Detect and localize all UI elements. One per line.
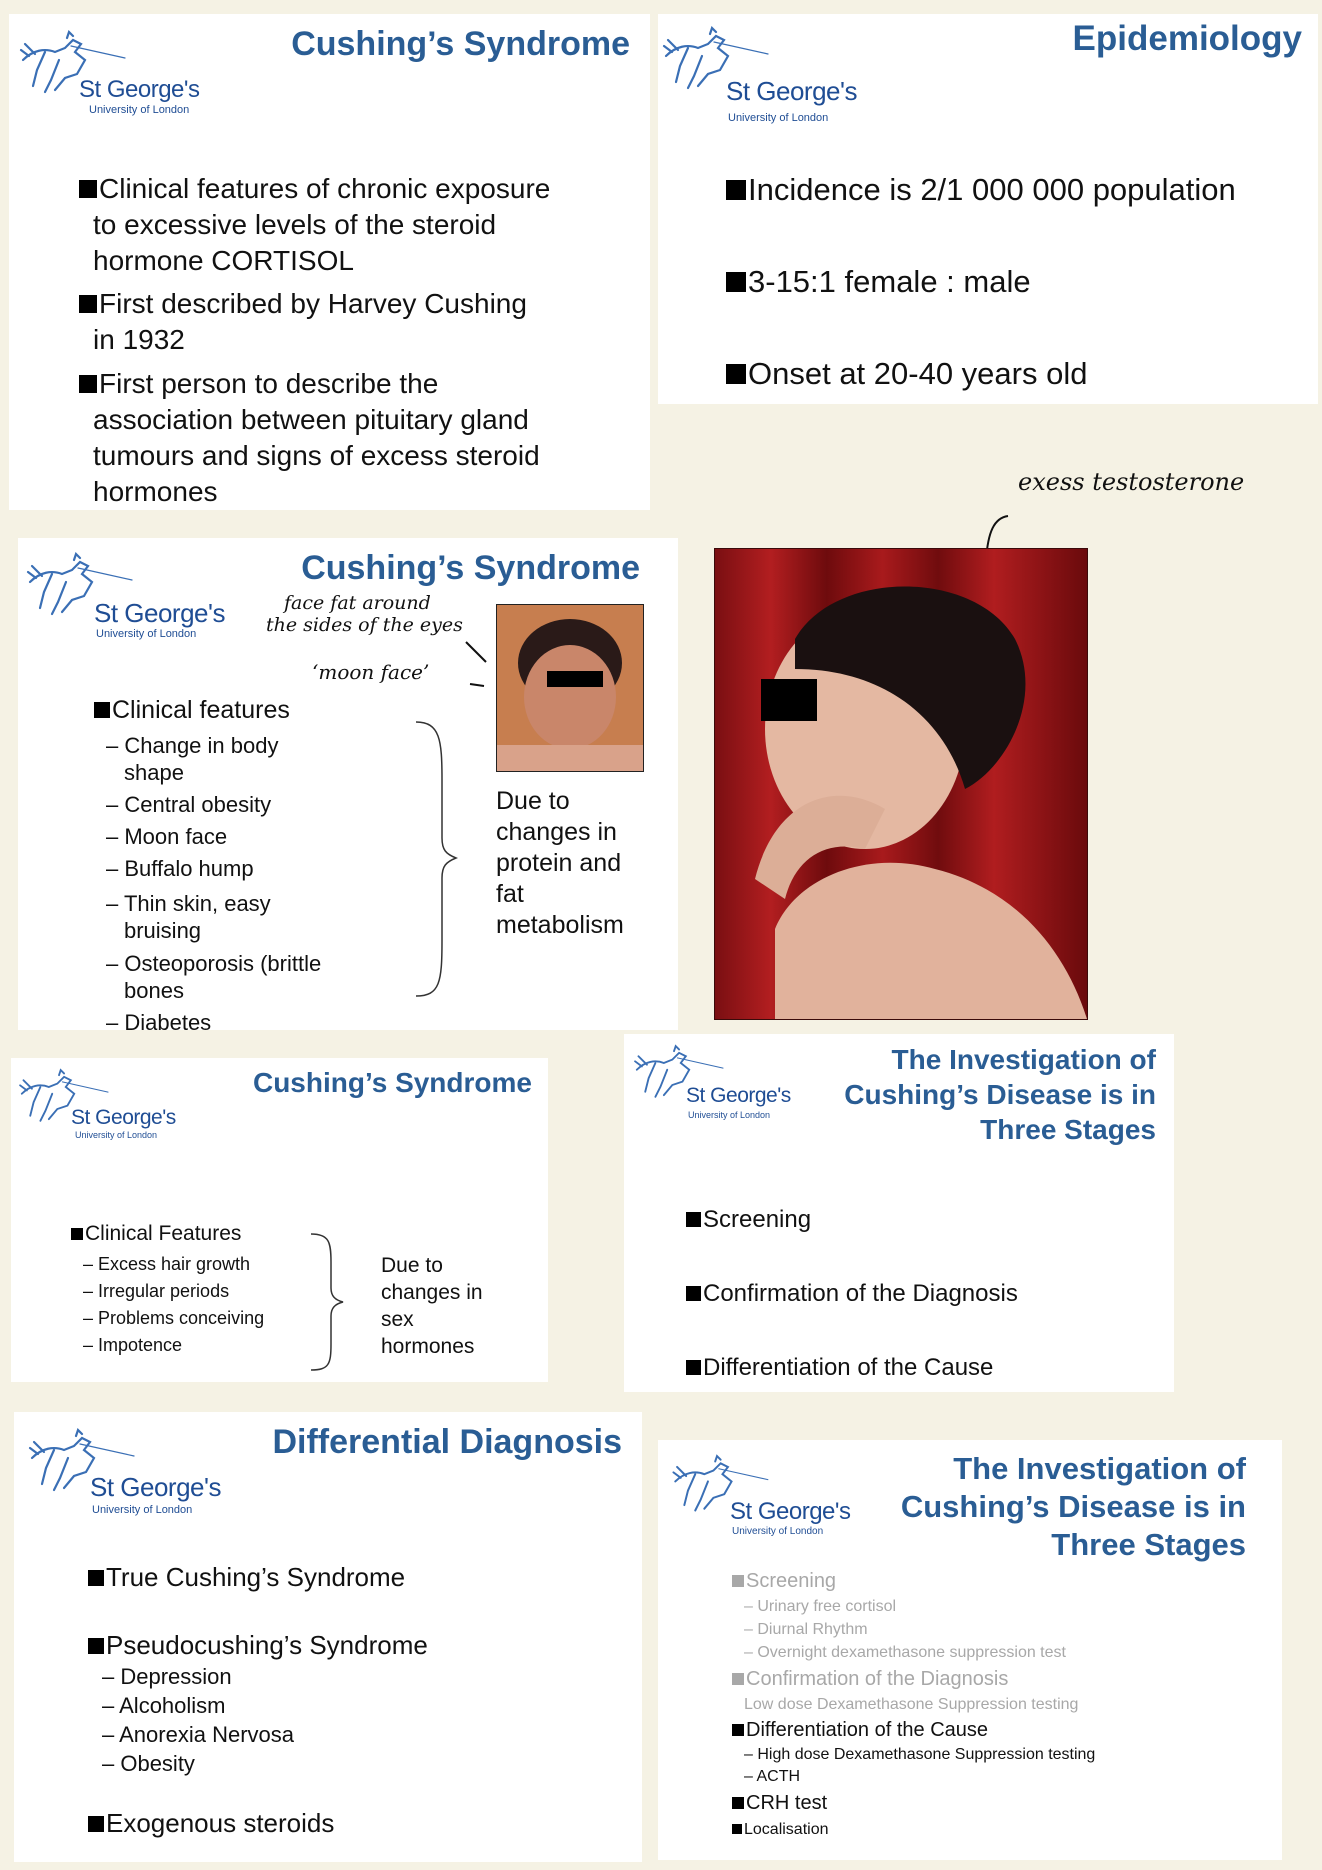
bullet-3: Onset at 20-40 years old [726,356,1087,392]
feature-item: – Central obesity [106,792,272,817]
screening-item: – Diurnal Rhythm [744,1621,868,1638]
logo-name: St George's [686,1084,791,1107]
slide-epidemiology [658,14,1318,404]
bullet-square-icon [732,1797,744,1809]
bullet-1: Incidence is 2/1 000 000 population [726,172,1236,208]
slide-title: The Investigation of Cushing’s Disease is in Three Stages [900,1451,1246,1562]
curly-brace [410,720,458,1000]
logo-subtitle: University of London [96,628,197,640]
slide-title: The Investigation of Cushing’s Disease is in Three Stages [844,1044,1156,1145]
bullet-localisation: Localisation [732,1821,829,1839]
bullet-square-icon [726,364,746,384]
logo-name: St George's [90,1472,221,1502]
clinical-features-heading: Clinical features [94,696,290,725]
handwritten-note-testosterone: exess testosterone [1018,468,1245,496]
slide-differential-diagnosis [14,1412,642,1862]
bullet-3: Differentiation of the Cause [686,1354,993,1382]
bullet-exogenous-steroids: Exogenous steroids [88,1808,334,1839]
logo-subtitle: University of London [92,1504,193,1516]
bullet-3: First person to describe the association between pituitary gland tumours and signs of excess steroid hormones [79,366,540,510]
confirmation-item: Low dose Dexamethasone Suppression testing [744,1696,1079,1713]
pseudocushing-item: – Anorexia Nervosa [102,1722,294,1747]
bullet-square-icon [88,1638,104,1654]
bullet-square-icon [94,702,110,718]
st-georges-logo [24,1428,221,1516]
logo-name: St George's [79,76,200,103]
feature-item: – Change in body shape [106,733,279,785]
screening-item: – Overnight dexamethasone suppression test [744,1644,1066,1661]
logo-name: St George's [730,1498,851,1525]
bullet-square-icon [732,1724,744,1736]
patient-side-photo [714,548,1088,1020]
slide-cushings-syndrome-1 [9,14,650,510]
pseudocushing-item: – Depression [102,1664,232,1689]
logo-subtitle: University of London [75,1130,158,1140]
bullet-square-icon [71,1228,83,1240]
bullet-square-icon [88,1816,104,1832]
st-georges-logo [630,1044,791,1120]
bullet-square-icon [686,1212,701,1227]
st-georges-logo [658,26,857,124]
slide-investigation-stages-2 [658,1440,1282,1860]
screening-item: – Urinary free cortisol [744,1598,897,1615]
handwritten-note-face-fat: face fat around the sides of the eyes [266,592,463,636]
feature-item: – Osteoporosis (brittle bones [106,951,322,1003]
pseudocushing-item: – Alcoholism [102,1693,226,1718]
bullet-differentiation: Differentiation of the Cause [732,1719,988,1742]
differentiation-item: – High dose Dexamethasone Suppression testing [744,1746,1096,1763]
pseudocushing-item: – Obesity [102,1751,195,1776]
slide-cushings-syndrome-3 [11,1058,548,1382]
bullet-pseudocushings: Pseudocushing’s Syndrome [88,1630,428,1661]
bullet-square-icon [726,272,746,292]
logo-subtitle: University of London [688,1110,771,1120]
logo-name: St George's [94,598,225,628]
logo-subtitle: University of London [732,1526,824,1537]
st-georges-logo [15,30,200,116]
st-georges-logo [22,552,225,640]
bullet-square-icon [732,1673,744,1685]
feature-item: – Thin skin, easy bruising [106,891,271,943]
due-to-note: Due to changes in protein and fat metabolism [496,787,624,939]
bullet-square-icon [732,1575,744,1587]
bullet-square-icon [79,180,97,198]
st-georges-logo [668,1454,851,1537]
feature-item: – Diabetes [106,1010,212,1030]
feature-item: – Buffalo hump [106,856,254,881]
clinical-features-heading: Clinical Features [71,1222,241,1246]
slide-title: Cushing’s Syndrome [291,25,630,63]
st-georges-logo [15,1068,176,1140]
bullet-confirmation: Confirmation of the Diagnosis [732,1668,1008,1691]
bullet-2: Confirmation of the Diagnosis [686,1280,1018,1308]
bullet-square-icon [79,375,97,393]
feature-item: – Impotence [83,1335,183,1355]
slide-title: Epidemiology [1072,19,1302,58]
slide-investigation-stages-1 [624,1034,1174,1392]
logo-subtitle: University of London [89,104,190,116]
bullet-square-icon [732,1824,742,1834]
bullet-2: 3-15:1 female : male [726,264,1031,300]
pointer-line [464,638,494,694]
bullet-square-icon [686,1360,701,1375]
patient-face-photo [496,604,644,772]
slide-title: Cushing’s Syndrome [252,1067,532,1098]
slide-title: Cushing’s Syndrome [301,549,640,587]
bullet-1: Screening [686,1206,811,1234]
due-to-note: Due to changes in sex hormones [381,1254,483,1358]
curly-brace [307,1232,347,1372]
differentiation-item: – ACTH [744,1768,801,1785]
bullet-square-icon [726,180,746,200]
logo-name: St George's [71,1106,176,1129]
feature-item: – Excess hair growth [83,1254,251,1274]
bullet-crh-test: CRH test [732,1792,827,1815]
bullet-square-icon [88,1570,104,1586]
bullet-screening: Screening [732,1570,836,1593]
bullet-true-cushings: True Cushing’s Syndrome [88,1562,405,1593]
bullet-square-icon [686,1286,701,1301]
bullet-2: First described by Harvey Cushing in 1932 [79,286,527,358]
feature-item: – Irregular periods [83,1281,230,1301]
slide-title: Differential Diagnosis [272,1423,622,1461]
bullet-1: Clinical features of chronic exposure to excessive levels of the steroid hormone CORTISOL [79,171,550,279]
logo-subtitle: University of London [728,112,829,124]
feature-item: – Moon face [106,824,228,849]
logo-name: St George's [726,76,857,106]
handwritten-note-moon-face: ‘moon face’ [312,660,430,684]
feature-item: – Problems conceiving [83,1308,265,1328]
bullet-square-icon [79,295,97,313]
